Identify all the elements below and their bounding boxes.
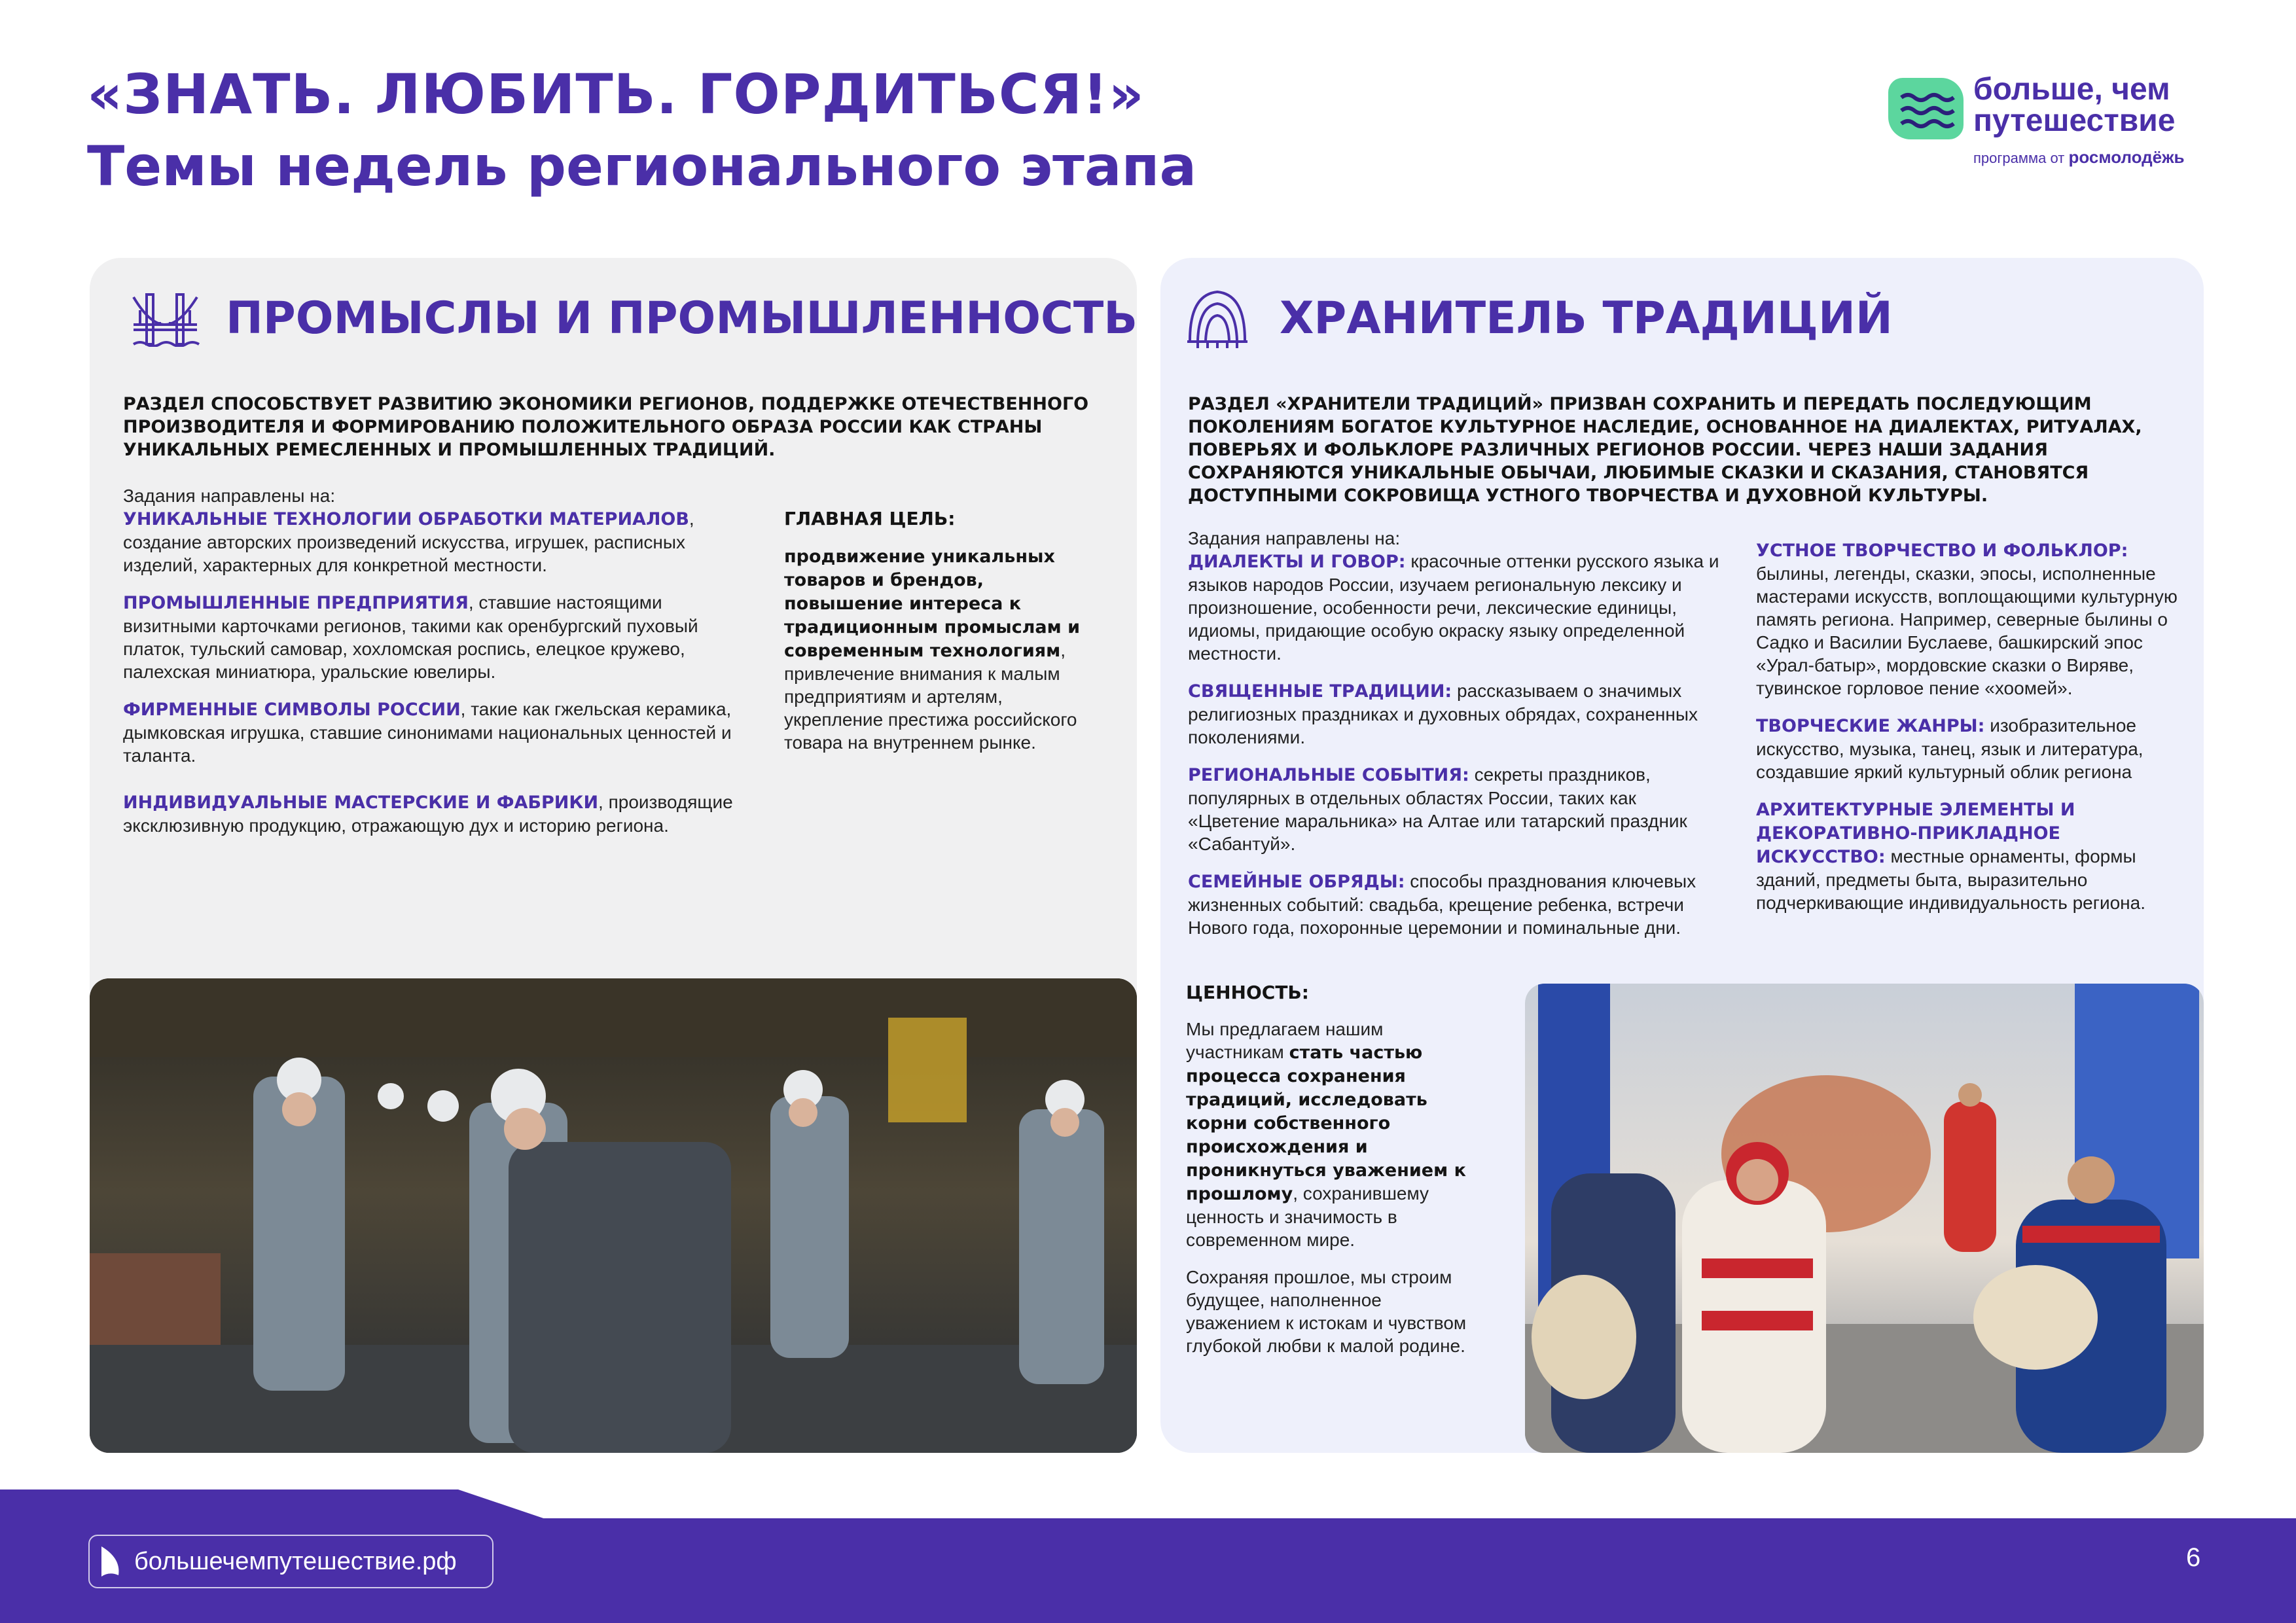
traditions-lead-line: РАЗДЕЛ «ХРАНИТЕЛИ ТРАДИЦИЙ» ПРИЗВАН СОХРАНИТЬ И ПЕРЕДАТЬ ПОСЛЕДУЮЩИМ (1188, 394, 2092, 414)
item-head: РЕГИОНАЛЬНЫЕ СОБЫТИЯ: (1188, 765, 1469, 785)
value-paragraph: Сохраняя прошлое, мы строим будущее, наполненное уважением к истокам и чувством глубокой любви к малой родине. (1186, 1267, 1467, 1356)
crafts-lead-line: РАЗДЕЛ СПОСОБСТВУЕТ РАЗВИТИЮ ЭКОНОМИКИ РЕГИОНОВ, ПОДДЕРЖКЕ ОТЕЧЕСТВЕННОГО (123, 394, 1089, 414)
page-number: 6 (2186, 1543, 2201, 1572)
list-item (1756, 539, 2185, 700)
traditions-tasks-col1 (1188, 527, 1731, 939)
traditions-heading: ХРАНИТЕЛЬ ТРАДИЦИЙ (1280, 293, 1893, 344)
item-head: ДИАЛЕКТЫ И ГОВОР: (1188, 552, 1406, 572)
traditions-lead-line: ПОКОЛЕНИЯМ БОГАТОЕ КУЛЬТУРНОЕ НАСЛЕДИЕ, ОСНОВАННОЕ НА ДИАЛЕКТАХ, РИТУАЛАХ, (1188, 417, 2142, 437)
logo-line2: путешествие (1973, 103, 2176, 138)
item-text: секреты праздников, популярных в отдельных областях России, таких как «Цветение маральника» на Алтае или татарский праздник «Сабантуй». (1188, 764, 1687, 854)
page-title: «ЗНАТЬ. ЛЮБИТЬ. ГОРДИТЬСЯ!» (87, 62, 1145, 126)
value-text (1186, 1018, 1480, 1357)
item-head: УНИКАЛЬНЫЕ ТЕХНОЛОГИИ ОБРАБОТКИ МАТЕРИАЛОВ (123, 509, 689, 529)
value-label: ЦЕННОСТЬ: (1186, 982, 1309, 1003)
item-text: былины, легенды, сказки, эпосы, исполненные мастерами искусств, воплощающими культурную память региона. Например, северные былины о Садко и Василии Буслаеве, башкирский эпос «Урал-батыр», мордовские сказки о Виряве, тувинское горловое пение «хоомей». (1756, 563, 2178, 698)
waves-icon (1888, 78, 1964, 139)
website-link[interactable] (88, 1535, 493, 1588)
bridge-icon (131, 288, 200, 347)
item-text: , ставшие настоящими визитными карточками регионов, такими как оренбургский пуховый платок, тульский самовар, хохломская роспись, елецкое кружево, палехская миниатюра, уральские ювелиры. (123, 592, 698, 682)
traditions-tasks-col2 (1756, 539, 2185, 914)
list-item (1188, 870, 1731, 939)
item-text: местные орнаменты, формы зданий, предметы быта, выразительно подчеркивающие индивидуальность региона. (1756, 846, 2145, 913)
brand-mark-icon (99, 1545, 121, 1578)
item-text: , такие как гжельская керамика, дымковская игрушка, ставшие синонимами национальных ценностей и таланта. (123, 699, 732, 766)
list-item (1188, 550, 1731, 665)
item-head: ИНДИВИДУАЛЬНЫЕ МАСТЕРСКИЕ И ФАБРИКИ (123, 793, 599, 813)
page-subtitle: Темы недель регионального этапа (87, 134, 1197, 198)
item-head: ТВОРЧЕСКИЕ ЖАНРЫ: (1756, 716, 1985, 736)
list-item (123, 591, 738, 683)
item-text: красочные оттенки русского языка и языков народов России, изучаем региональную лексику и произношение, особенности речи, лексические единицы, идиомы, придающие особую окраску языку определенной местности. (1188, 551, 1719, 664)
value-paragraph (1186, 1018, 1480, 1251)
kokoshnik-icon (1185, 288, 1250, 349)
logo-sub-brand: росмолодёжь (2068, 147, 2185, 167)
traditions-lead (1188, 393, 2183, 507)
item-head: ПРОМЫШЛЕННЫЕ ПРЕДПРИЯТИЯ (123, 593, 469, 613)
crafts-lead (123, 393, 1105, 461)
crafts-heading: ПРОМЫСЛЫ И ПРОМЫШЛЕННОСТЬ (226, 293, 1138, 344)
traditions-lead-line: СОХРАНЯЮТСЯ УНИКАЛЬНЫЕ ОБЫЧАИ, ЛЮБИМЫЕ СКАЗКИ И СКАЗАНИЯ, СТАНОВЯТСЯ (1188, 463, 2089, 483)
item-text: , производящие эксклюзивную продукцию, отражающую дух и историю региона. (123, 792, 733, 836)
logo-subline (1973, 147, 2185, 168)
tasks-label: Задания направлены на: (1188, 528, 1401, 548)
traditions-lead-line: ПОВЕРЬЯХ И ФОЛЬКЛОРЕ РАЗЛИЧНЫХ РЕГИОНОВ РОССИИ. ЧЕРЕЗ НАШИ ЗАДАНИЯ (1188, 440, 2048, 460)
list-item (1188, 763, 1731, 855)
item-head: СЕМЕЙНЫЕ ОБРЯДЫ: (1188, 872, 1405, 892)
crafts-tasks (123, 484, 738, 837)
item-head: УСТНОЕ ТВОРЧЕСТВО И ФОЛЬКЛОР: (1756, 541, 2128, 561)
value-bold: стать частью процесса сохранения традиций, исследовать корни собственного происхождения и проникнуться уважением к прошлому (1186, 1043, 1466, 1204)
crafts-lead-line: ПРОИЗВОДИТЕЛЯ И ФОРМИРОВАНИЮ ПОЛОЖИТЕЛЬНОГО ОБРАЗА РОССИИ КАК СТРАНЫ (123, 417, 1043, 437)
logo-wordmark (1973, 74, 2175, 137)
item-head: СВЯЩЕННЫЕ ТРАДИЦИИ: (1188, 681, 1452, 702)
logo-sub-prefix: программа от (1973, 150, 2065, 166)
list-item (123, 698, 738, 767)
factory-tour-photo (90, 978, 1137, 1453)
item-head: АРХИТЕКТУРНЫЕ ЭЛЕМЕНТЫ И ДЕКОРАТИВНО-ПРИКЛАДНОЕ ИСКУССТВО: (1756, 800, 2075, 867)
logo-line1: больше, чем (1973, 72, 2170, 107)
goal-label: ГЛАВНАЯ ЦЕЛЬ: (784, 508, 956, 529)
value-part: Мы предлагаем нашим участникам (1186, 1019, 1384, 1062)
item-text: , создание авторских произведений искусства, игрушек, расписных изделий, характерных для конкретной местности. (123, 508, 694, 575)
item-text: рассказываем о значимых религиозных праздниках и духовных обрядах, сохраненных поколениями. (1188, 681, 1698, 747)
tasks-label: Задания направлены на: (123, 486, 336, 506)
list-item (123, 791, 738, 837)
brand-logo[interactable] (1888, 74, 2215, 172)
value-part: , сохранившему ценность и значимость в современном мире. (1186, 1183, 1429, 1250)
goal-text (784, 544, 1092, 754)
item-text: способы празднования ключевых жизненных событий: свадьба, крещение ребенка, встречи Нового года, похоронные церемонии и поминальные дни. (1188, 871, 1696, 938)
list-item (1756, 798, 2185, 914)
website-url[interactable]: большечемпутешествие.рф (134, 1548, 457, 1575)
folk-performance-photo (1525, 984, 2204, 1453)
traditions-lead-line: ДОСТУПНЫМИ СОКРОВИЩА УСТНОГО ТВОРЧЕСТВА И ДУХОВНОЙ КУЛЬТУРЫ. (1188, 486, 1988, 506)
list-item (123, 507, 738, 577)
list-item (1188, 679, 1731, 749)
item-text: изобразительное искусство, музыка, танец, язык и литература, создавшие яркий культурный облик региона (1756, 715, 2144, 782)
list-item (1756, 714, 2185, 783)
crafts-lead-line: УНИКАЛЬНЫХ РЕМЕСЛЕННЫХ И ПРОМЫШЛЕННЫХ ТРАДИЦИЙ. (123, 440, 776, 460)
goal-bold: продвижение уникальных товаров и брендов, повышение интереса к традиционным промыслам и современным технологиям (784, 546, 1080, 661)
goal-rest: , привлечение внимания к малым предприятиям и артелям, укрепление престижа российского товара на внутреннем рынке. (784, 640, 1077, 753)
item-head: ФИРМЕННЫЕ СИМВОЛЫ РОССИИ (123, 700, 461, 720)
